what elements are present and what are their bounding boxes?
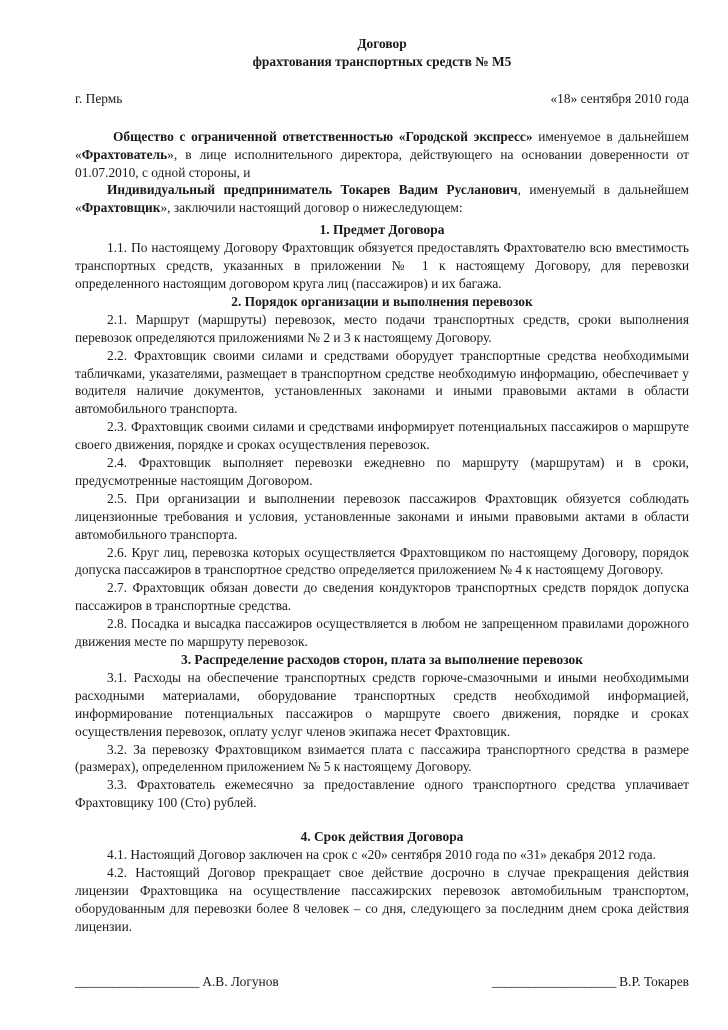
clause: 1.1. По настоящему Договору Фрахтовщик обязуется предоставлять Фрахтователю всю вместимость транспортных средств, указанных в приложении № 1 к настоящему Договору, для перевозки определенного настоящим договором круга лиц (пассажиров) и их багажа. [75, 240, 689, 291]
signatory-right-name: В.Р. Токарев [615, 974, 689, 989]
party-1-text-b: », в лице исполнительного директора, действующего на основании доверенности от 01.07.2010, с одной стороны, и [75, 146, 689, 180]
title-line-1: Договор [357, 36, 407, 51]
party-1-name: Общество с ограниченной ответственностью «Городской экспресс» [113, 128, 533, 144]
clause: 4.2. Настоящий Договор прекращает свое действие досрочно в случае прекращения действия лицензии Фрахтовщика на осуществление пассажирских перевозок автомобильным транспортом, оборудованным для перевозки более 8 человек – со дня, следующего за последним днем срока действия лицензии. [75, 864, 689, 934]
party-1-role: Фрахтователь [81, 146, 168, 162]
party-2-paragraph [75, 181, 689, 217]
party-1-paragraph [75, 128, 689, 182]
party-2-text-a: , именуемый в дальнейшем « [75, 182, 689, 216]
clause: 2.3. Фрахтовщик своими силами и средствами информирует потенциальных пассажиров о маршруте своего движения, порядке и сроках осуществления перевозок. [75, 419, 689, 453]
section-4-heading: 4. Срок действия Договора [300, 829, 464, 845]
clause: 2.4. Фрахтовщик выполняет перевозки ежедневно по маршруту (маршрутам) и в сроки, предусмотренные настоящим Договором. [75, 455, 689, 488]
signature-block [75, 973, 689, 991]
clause: 2.2. Фрахтовщик своими силами и средствами оборудует транспортные средства необходимыми табличками, указателями, размещает в транспортном средстве необходимую информацию, обеспечивает у водителя наличие документов, установленных законами и иными правовыми актами в области автомобильного транспорта. [75, 347, 689, 417]
clause: 3.3. Фрахтователь ежемесячно за предоставление одного транспортного средства уплачивает Фрахтовщику 100 (Сто) рублей. [75, 777, 689, 811]
contract-date: «18» сентября 2010 года [550, 90, 689, 106]
clause: 3.1. Расходы на обеспечение транспортных средств горюче-смазочными и иными необходимыми расходными материалами, оборудование транспортных средств необходимой информацией, информирование потенциальных пассажиров о маршруте своего движения, порядке и сроках осуществления перевозок, оплату услуг членов экипажа несет Фрахтовщик. [75, 669, 689, 739]
party-2-name: Индивидуальный предприниматель Токарев Вадим Русланович [107, 182, 518, 198]
signature-right [492, 973, 689, 991]
city: г. Пермь [75, 90, 123, 106]
section-1-heading: 1. Предмет Договора [319, 222, 445, 238]
section-3-heading: 3. Распределение расходов сторон, плата за выполнение перевозок [181, 652, 583, 667]
city-date-row [75, 90, 689, 108]
section-2-heading: 2. Порядок организации и выполнения перевозок [231, 293, 533, 309]
signatory-left-name: А.В. Логунов [198, 974, 279, 989]
clause: 2.7. Фрахтовщик обязан довести до сведения кондукторов транспортных средств порядок допуска пассажиров в транспортные средства. [75, 580, 689, 614]
clause: 2.5. При организации и выполнении перевозок пассажиров Фрахтовщик обязуется соблюдать лицензионные требования и условия, установленные законами и иными правовыми актами в области автомобильного транспорта. [75, 490, 689, 542]
clause: 4.1. Настоящий Договор заключен на срок с «20» сентября 2010 года по «31» декабря 2012 года. [107, 847, 656, 863]
clause: 2.6. Круг лиц, перевозка которых осуществляется Фрахтовщиком по настоящему Договору, порядок допуска пассажиров в транспортное средство определяется приложением № 4 к настоящему Договору. [75, 544, 689, 578]
signature-left [75, 973, 279, 991]
signature-line-right: ____________________ [491, 974, 616, 989]
signature-line-left: ____________________ [75, 974, 199, 989]
clause: 3.2. За перевозку Фрахтовщиком взимается плата с пассажира транспортного средства в размере (размерах), определенном приложением № 5 к настоящему Договору. [75, 741, 689, 775]
title-line-2: фрахтования транспортных средств № М5 [252, 53, 512, 69]
parties-intro [75, 128, 689, 218]
clause: 2.1. Маршрут (маршруты) перевозок, место подачи транспортных средств, сроки выполнения перевозок определяются приложениями № 2 и 3 к настоящему Договору. [75, 311, 689, 345]
clause: 2.8. Посадка и высадка пассажиров осуществляется в любом не запрещенном правилами дорожного движения месте по маршруту перевозок. [75, 616, 689, 650]
document-title [75, 35, 689, 71]
party-1-text-a: именуемое в дальнейшем « [75, 128, 689, 162]
party-2-role: Фрахтовщик [81, 200, 161, 216]
contract-document [75, 35, 689, 936]
party-2-text-b: », заключили настоящий договор о нижеследующем: [160, 200, 463, 216]
